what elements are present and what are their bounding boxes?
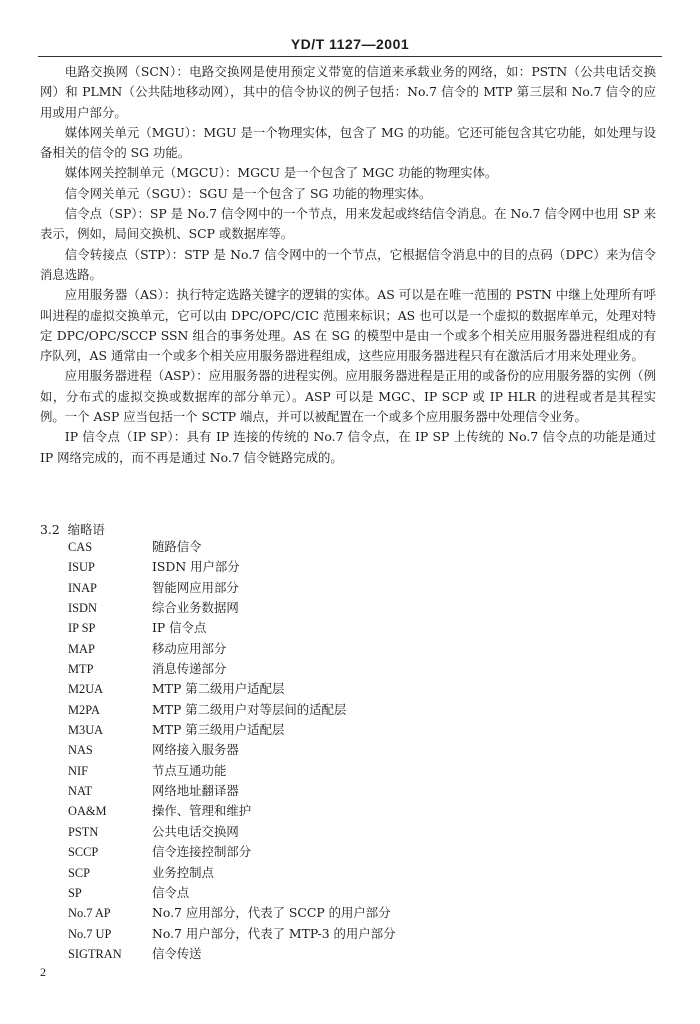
abbreviation-definition: 公共电话交换网: [152, 823, 239, 839]
abbreviation-term: IP SP: [68, 621, 96, 636]
abbreviation-term: M3UA: [68, 723, 104, 738]
abbreviation-term: SP: [68, 885, 82, 900]
abbreviation-definition: MTP 第三级用户适配层: [152, 722, 285, 738]
abbreviation-term: ISUP: [68, 560, 95, 575]
abbreviation-term: ISDN: [68, 601, 97, 616]
abbreviation-definition: 业务控制点: [152, 864, 214, 880]
paragraph-sgu: 信令网关单元（SGU）：SGU 是一个包含了 SG 功能的物理实体。: [64, 185, 432, 201]
abbreviation-definition: 信令连接控制部分: [152, 844, 252, 860]
abbreviation-term: M2PA: [68, 702, 100, 717]
abbreviation-term: INAP: [68, 580, 97, 595]
abbreviation-definition: 随路信令: [152, 539, 202, 554]
paragraph-asp: 应用服务器进程（ASP）：应用服务器的进程实例。应用服务器进程是正用的或备份的应用服务器的实例（例如，分布式的虚拟交换或数据库的部分单元）。ASP 可以是 MGC、IP SCP 或 IP HLR 的进程或者是其程实例。一个 ASP 应当包括一个 SCTP 端点，并可以被配置在一个或多个应用服务器中处理信令业务。: [40, 368, 656, 425]
section-title: 缩略语: [67, 522, 105, 537]
abbreviation-row: [68, 679, 395, 699]
abbreviation-row: [68, 639, 395, 659]
paragraph-ip-sp: IP 信令点（IP SP）：具有 IP 连接的传统的 No.7 信令点，在 IP SP 上传统的 No.7 信令点的功能是通过 IP 网络完成的，而不再是通过 No.7 信令链路完成的。: [40, 429, 656, 465]
abbreviation-term: MTP: [68, 662, 94, 677]
abbreviation-term: MAP: [68, 641, 95, 656]
section-number: 3.2: [40, 522, 60, 537]
abbreviation-definition: 信令点: [152, 884, 190, 900]
abbreviation-term: M2UA: [68, 682, 104, 697]
abbreviation-row: [68, 578, 395, 598]
abbreviation-row: [68, 761, 395, 781]
abbreviation-row: [68, 883, 395, 903]
abbreviation-row: [68, 801, 395, 821]
page-number: 2: [40, 965, 46, 979]
abbreviation-row: [68, 842, 395, 862]
definitions-body: [40, 62, 656, 468]
abbreviation-term: No.7 AP: [68, 906, 111, 921]
abbreviation-row: [68, 537, 395, 557]
abbreviation-term: SCP: [68, 865, 91, 880]
paragraph-sp: 信令点（SP）：SP 是 No.7 信令网中的一个节点，用来发起或终结信令消息。在 No.7 信令网中也用 SP 来表示，例如，局间交换机、SCP 或数据库等。: [40, 206, 656, 242]
abbreviation-definition: 操作、管理和维护: [152, 803, 252, 819]
abbreviation-row: [68, 598, 395, 618]
paragraph-stp: 信令转接点（STP）：STP 是 No.7 信令网中的一个节点，它根据信令消息中的目的点码（DPC）来为信令消息选路。: [40, 246, 656, 282]
abbreviation-definition: IP 信令点: [152, 620, 207, 636]
abbreviation-term: No.7 UP: [68, 926, 112, 941]
abbreviation-term: NAS: [68, 743, 93, 758]
abbreviation-term: CAS: [68, 540, 93, 554]
paragraph-as: 应用服务器（AS）：执行特定选路关键字的逻辑的实体。AS 可以是在唯一范围的 PSTN 中继上处理所有呼叫进程的虚拟交换单元，它可以由 DPC/OPC/CIC 范围来标识；AS 也可以是一个虚拟的数据库单元，处理对特定 DPC/OPC/SCCP SSN 组合的事务处理。AS 在 SG 的模型中是由一个或多个相关应用服务器进程组成的有序队列，AS 通常由一个或多个相关应用服务器进程组成，这些应用服务器进程只有在激活后才用来处理业务。: [40, 287, 656, 364]
abbreviation-row: [68, 822, 395, 842]
abbreviation-term: OA&M: [68, 804, 107, 819]
abbreviation-definition: 网络接入服务器: [152, 742, 239, 758]
abbreviation-term: NIF: [68, 763, 88, 778]
page-header: YD/T 1127—2001: [290, 36, 410, 52]
abbreviation-term: PSTN: [68, 824, 99, 839]
abbreviation-term: NAT: [68, 784, 93, 799]
paragraph-mgu: 媒体网关单元（MGU）：MGU 是一个物理实体，包含了 MG 的功能。它还可能包含其它功能，如处理与设备相关的信令的 SG 功能。: [40, 124, 656, 161]
abbreviation-row: [68, 863, 395, 883]
abbreviation-term: SCCP: [68, 845, 99, 860]
abbreviation-row: [68, 557, 395, 577]
abbreviation-definition: MTP 第二级用户对等层间的适配层: [152, 701, 347, 717]
abbreviation-definition: ISDN 用户部分: [152, 559, 240, 575]
abbreviation-row: [68, 903, 395, 923]
abbreviation-row: [68, 740, 395, 760]
abbreviation-row: [68, 781, 395, 801]
paragraph-scn: 电路交换网（SCN）：电路交换网是使用预定义带宽的信道来承载业务的网络，如：PSTN（公共电话交换网）和 PLMN（公共陆地移动网），其中的信令协议的例子包括：No.7 信令的 MTP 第三层和 No.7 信令的应用或用户部分。: [40, 64, 656, 120]
abbreviation-row: [68, 700, 395, 720]
abbreviation-definition: 综合业务数据网: [152, 600, 239, 616]
abbreviation-row: [68, 924, 395, 944]
abbreviation-list: [68, 537, 395, 964]
abbreviation-definition: 网络地址翻译器: [152, 783, 239, 799]
abbreviation-definition: No.7 应用部分，代表了 SCCP 的用户部分: [152, 905, 391, 921]
abbreviation-definition: No.7 用户部分，代表了 MTP-3 的用户部分: [152, 925, 396, 941]
abbreviation-row: [68, 944, 395, 964]
abbreviation-definition: 智能网应用部分: [152, 579, 239, 595]
header-rule: [38, 56, 662, 57]
abbreviation-row: [68, 618, 395, 638]
abbreviation-definition: 信令传送: [152, 945, 202, 961]
abbreviation-row: [68, 720, 395, 740]
abbreviation-term: SIGTRAN: [68, 946, 122, 961]
abbreviation-definition: MTP 第二级用户适配层: [152, 681, 285, 697]
abbreviation-row: [68, 659, 395, 679]
abbreviation-definition: 移动应用部分: [152, 640, 227, 656]
abbreviation-definition: 节点互通功能: [152, 762, 227, 778]
abbreviation-definition: 消息传递部分: [152, 661, 227, 677]
paragraph-mgcu: 媒体网关控制单元（MGCU）：MGCU 是一个包含了 MGC 功能的物理实体。: [64, 165, 498, 181]
